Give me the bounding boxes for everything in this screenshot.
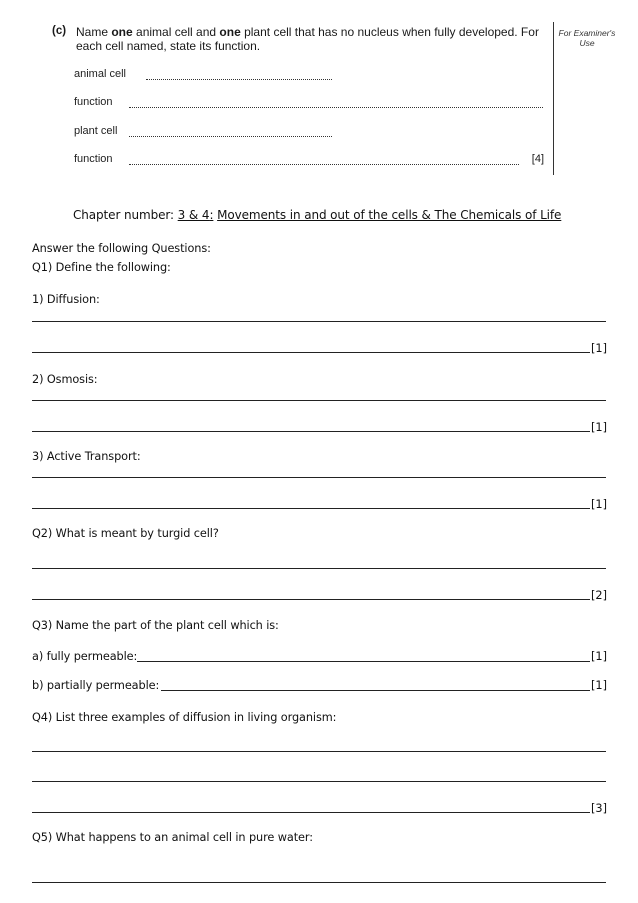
q1-heading: Q1) Define the following: [32, 261, 171, 274]
exam-question-scan [0, 0, 638, 190]
answer-line[interactable] [32, 321, 606, 322]
label-function-2: function [74, 153, 113, 165]
answer-line[interactable] [32, 751, 606, 752]
exam-question-line-1: Name one animal cell and one plant cell that has no nucleus when fully developed. For [76, 25, 539, 39]
label-animal-cell: animal cell [74, 68, 126, 80]
q1-osmosis-label: 2) Osmosis: [32, 373, 98, 386]
examiner-margin-line [553, 22, 554, 175]
q4-heading: Q4) List three examples of diffusion in living organism: [32, 711, 337, 724]
chapter-title: Chapter number: 3 & 4: Movements in and out of the cells & The Chemicals of Life [73, 208, 562, 222]
mark-diffusion: [1] [591, 342, 608, 355]
answer-line-animal-cell[interactable] [146, 79, 332, 80]
answer-line[interactable] [32, 781, 606, 782]
mark-partially-permeable: [1] [591, 679, 608, 692]
answer-line[interactable] [32, 508, 590, 509]
answer-line-plant-cell[interactable] [129, 136, 332, 137]
answer-line[interactable] [32, 599, 590, 600]
label-plant-cell: plant cell [74, 125, 118, 137]
answer-line[interactable] [32, 568, 606, 569]
answer-line[interactable] [137, 661, 590, 662]
exam-question-number: (c) [52, 25, 67, 37]
answer-line-function-2[interactable] [129, 164, 519, 165]
answer-line-function-1[interactable] [129, 107, 543, 108]
mark-diffusion-examples: [3] [591, 802, 608, 815]
answer-line[interactable] [161, 690, 590, 691]
q1-diffusion-label: 1) Diffusion: [32, 293, 100, 306]
answer-line[interactable] [32, 431, 590, 432]
answer-line[interactable] [32, 477, 606, 478]
intro-text: Answer the following Questions: [32, 242, 211, 255]
mark-turgid: [2] [591, 589, 608, 602]
exam-question-line-2: each cell named, state its function. [76, 39, 261, 53]
q2-heading: Q2) What is meant by turgid cell? [32, 527, 219, 540]
examiner-use-box: For Examiner's Use [558, 28, 616, 48]
mark-osmosis: [1] [591, 421, 608, 434]
q1-active-transport-label: 3) Active Transport: [32, 450, 141, 463]
label-function-1: function [74, 96, 113, 108]
q3b-label: b) partially permeable: [32, 679, 160, 692]
mark-active-transport: [1] [591, 498, 608, 511]
answer-line[interactable] [32, 812, 590, 813]
answer-line[interactable] [32, 400, 606, 401]
q3a-label: a) fully permeable: [32, 650, 138, 663]
q5-heading: Q5) What happens to an animal cell in pure water: [32, 831, 313, 844]
answer-line[interactable] [32, 352, 590, 353]
exam-mark: [4] [531, 153, 544, 165]
q3-heading: Q3) Name the part of the plant cell which is: [32, 619, 279, 632]
mark-fully-permeable: [1] [591, 650, 608, 663]
answer-line[interactable] [32, 882, 606, 883]
